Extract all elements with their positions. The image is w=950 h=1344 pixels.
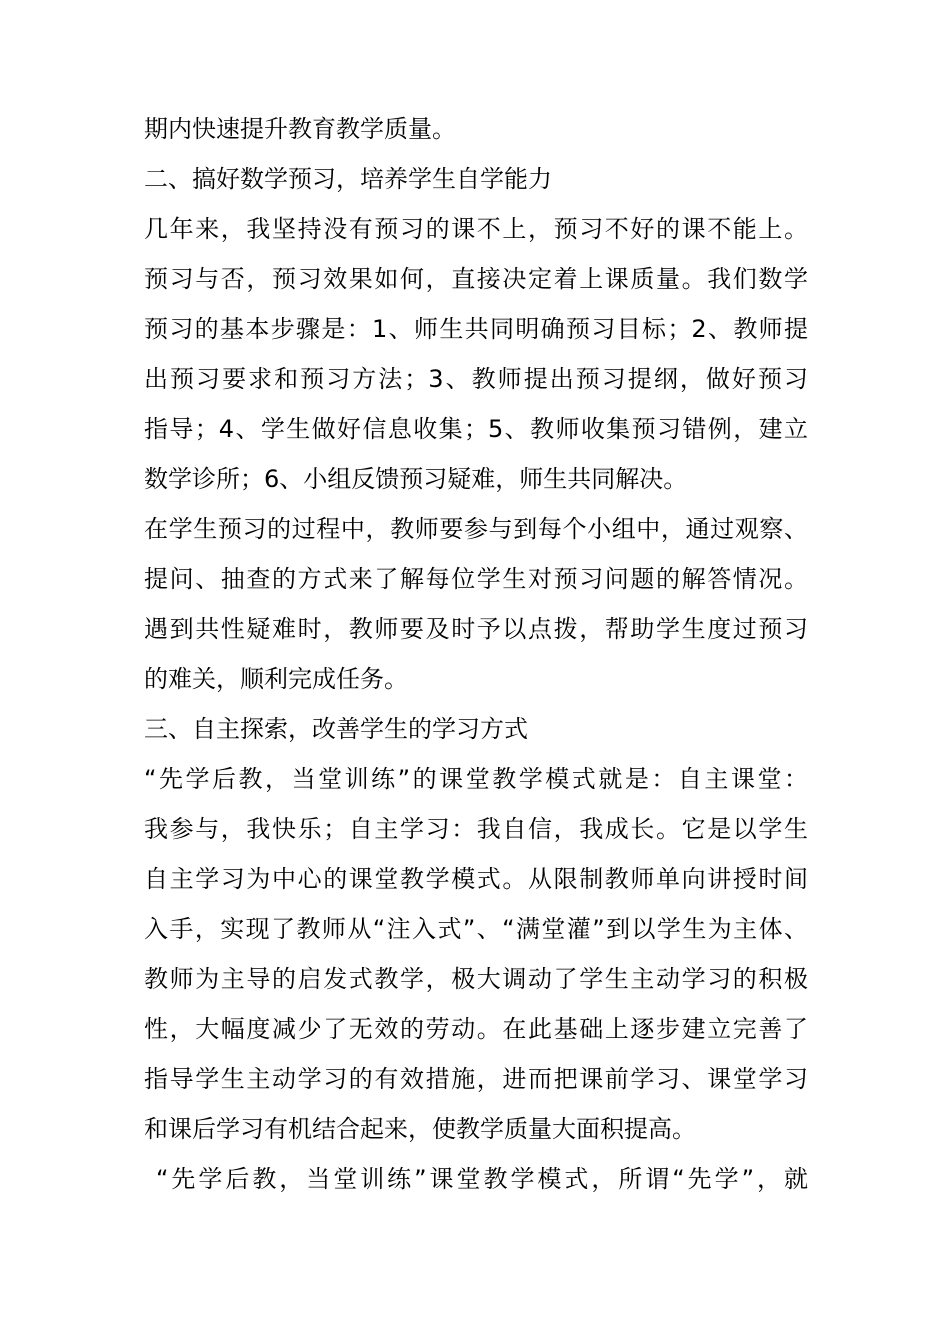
- text-line: 指导学生主动学习的有效措施，进而把课前学习、课堂学习: [144, 1065, 808, 1093]
- text-line: 教师为主导的启发式教学，极大调动了学生主动学习的积极: [144, 965, 808, 993]
- section-heading: 三、自主探索，改善学生的学习方式: [144, 715, 528, 743]
- text-line: “先学后教，当堂训练”课堂教学模式，所谓“先学”，就: [156, 1165, 808, 1193]
- text-line: 指导；4、学生做好信息收集；5、教师收集预习错例，建立: [144, 415, 808, 443]
- text-line: 遇到共性疑难时，教师要及时予以点拨，帮助学生度过预习: [144, 615, 808, 643]
- text-line: 自主学习为中心的课堂教学模式。从限制教师单向讲授时间: [144, 865, 808, 893]
- text-line: “先学后教，当堂训练”的课堂教学模式就是：自主课堂：: [144, 765, 808, 793]
- text-line: 数学诊所；6、小组反馈预习疑难，师生共同解决。: [144, 465, 688, 493]
- text-line: 预习的基本步骤是：1、师生共同明确预习目标；2、教师提: [144, 315, 808, 343]
- text-line: 出预习要求和预习方法；3、教师提出预习提纲，做好预习: [144, 365, 808, 393]
- text-line: 的难关，顺利完成任务。: [144, 665, 408, 693]
- text-line: 提问、抽查的方式来了解每位学生对预习问题的解答情况。: [144, 565, 808, 593]
- section-heading: 二、搞好数学预习，培养学生自学能力: [144, 165, 552, 193]
- text-line: 和课后学习有机结合起来，使教学质量大面积提高。: [144, 1115, 696, 1143]
- document-body: [144, 104, 808, 1204]
- text-line: 入手，实现了教师从“注入式”、“满堂灌”到以学生为主体、: [144, 915, 808, 943]
- text-line: 我参与，我快乐；自主学习：我自信，我成长。它是以学生: [144, 815, 808, 843]
- text-line: 预习与否，预习效果如何，直接决定着上课质量。我们数学: [144, 265, 808, 293]
- text-line: 性，大幅度减少了无效的劳动。在此基础上逐步建立完善了: [144, 1015, 808, 1043]
- text-line: 几年来，我坚持没有预习的课不上，预习不好的课不能上。: [144, 215, 808, 243]
- text-line: 在学生预习的过程中，教师要参与到每个小组中，通过观察、: [144, 515, 808, 543]
- text-line: 期内快速提升教育教学质量。: [144, 115, 456, 143]
